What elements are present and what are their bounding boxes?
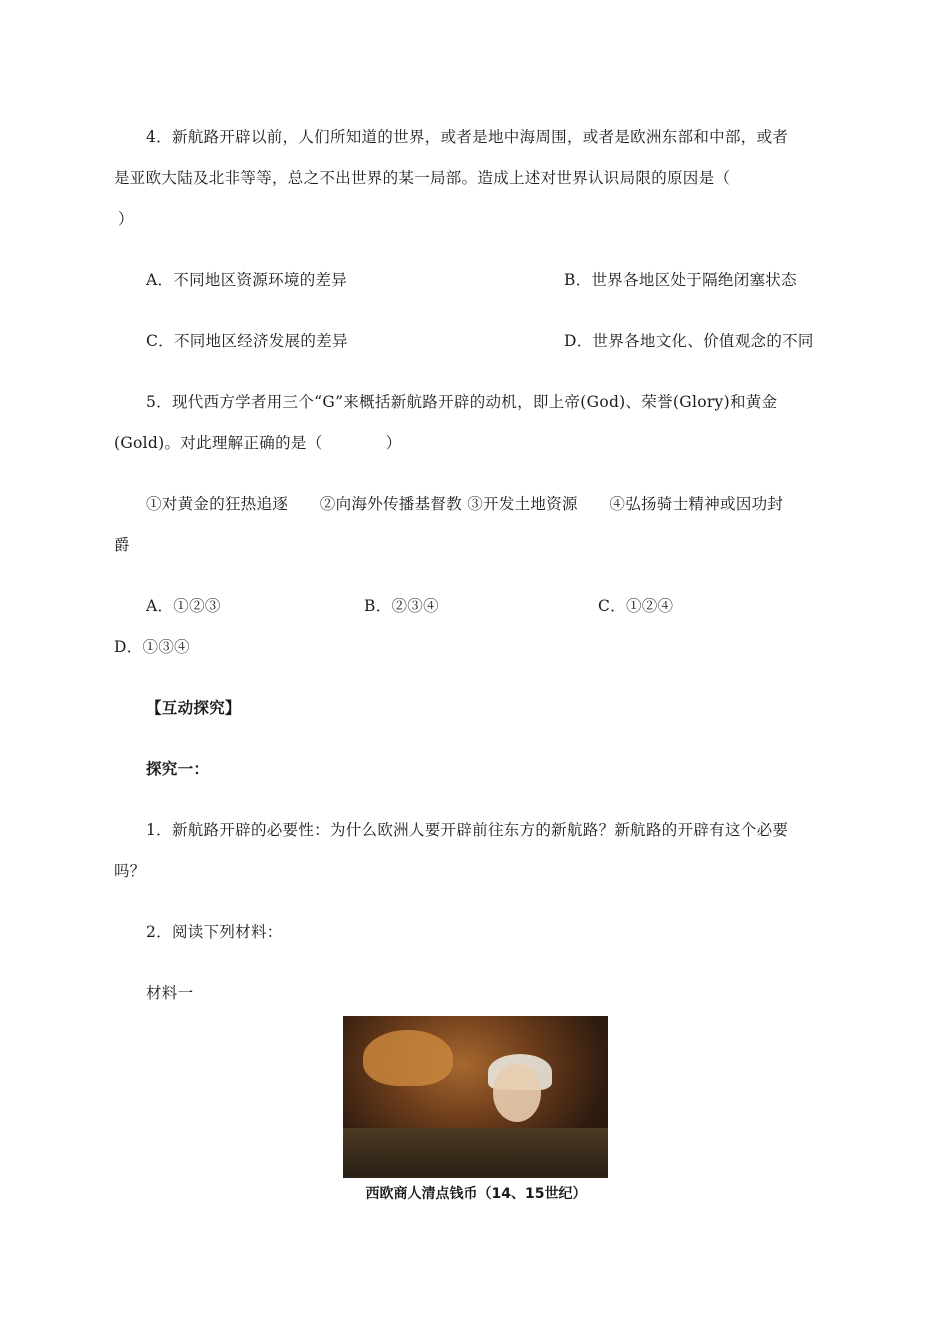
q4-line2: 是亚欧大陆及北非等等，总之不出世界的某一局部。造成上述对世界认识局限的原因是（: [114, 169, 731, 187]
q5-items-line2: 爵: [114, 536, 130, 554]
q5-option-c: C．①②④: [598, 597, 674, 615]
q4-line1: 4．新航路开辟以前，人们所知道的世界，或者是地中海周围，或者是欧洲东部和中部，或者: [146, 128, 789, 146]
q4-option-b: B．世界各地区处于隔绝闭塞状态: [564, 271, 797, 289]
q5-items-line1: ①对黄金的狂热追逐 ②向海外传播基督教 ③开发土地资源 ④弘扬骑士精神或因功封: [146, 495, 784, 513]
q5-line1: 5．现代西方学者用三个“G”来概括新航路开辟的动机，即上帝(God)、荣誉(Glory)和黄金: [146, 393, 778, 411]
section-title: 【互动探究】: [146, 698, 241, 717]
q5-option-d: D．①③④: [114, 638, 190, 656]
section-subtitle: 探究一：: [146, 759, 210, 778]
merchant-painting-image: [343, 1016, 608, 1178]
inquiry-q1-line2: 吗？: [114, 862, 146, 880]
inquiry-q2: 2．阅读下列材料：: [146, 923, 283, 941]
figure-caption: 西欧商人清点钱币（14、15世纪）: [365, 1186, 587, 1202]
q4-option-a: A．不同地区资源环境的差异: [146, 271, 348, 289]
q5-line2: (Gold)。对此理解正确的是（ ）: [114, 434, 402, 452]
material-label: 材料一: [146, 984, 194, 1002]
q5-option-b: B．②③④: [364, 597, 439, 615]
q5-option-a: A．①②③: [146, 597, 221, 615]
q4-line3: ）: [118, 210, 134, 228]
inquiry-q1-line1: 1．新航路开辟的必要性：为什么欧洲人要开辟前往东方的新航路？新航路的开辟有这个必要: [146, 821, 789, 839]
q4-option-d: D．世界各地文化、价值观念的不同: [564, 332, 814, 350]
q4-option-c: C．不同地区经济发展的差异: [146, 332, 348, 350]
